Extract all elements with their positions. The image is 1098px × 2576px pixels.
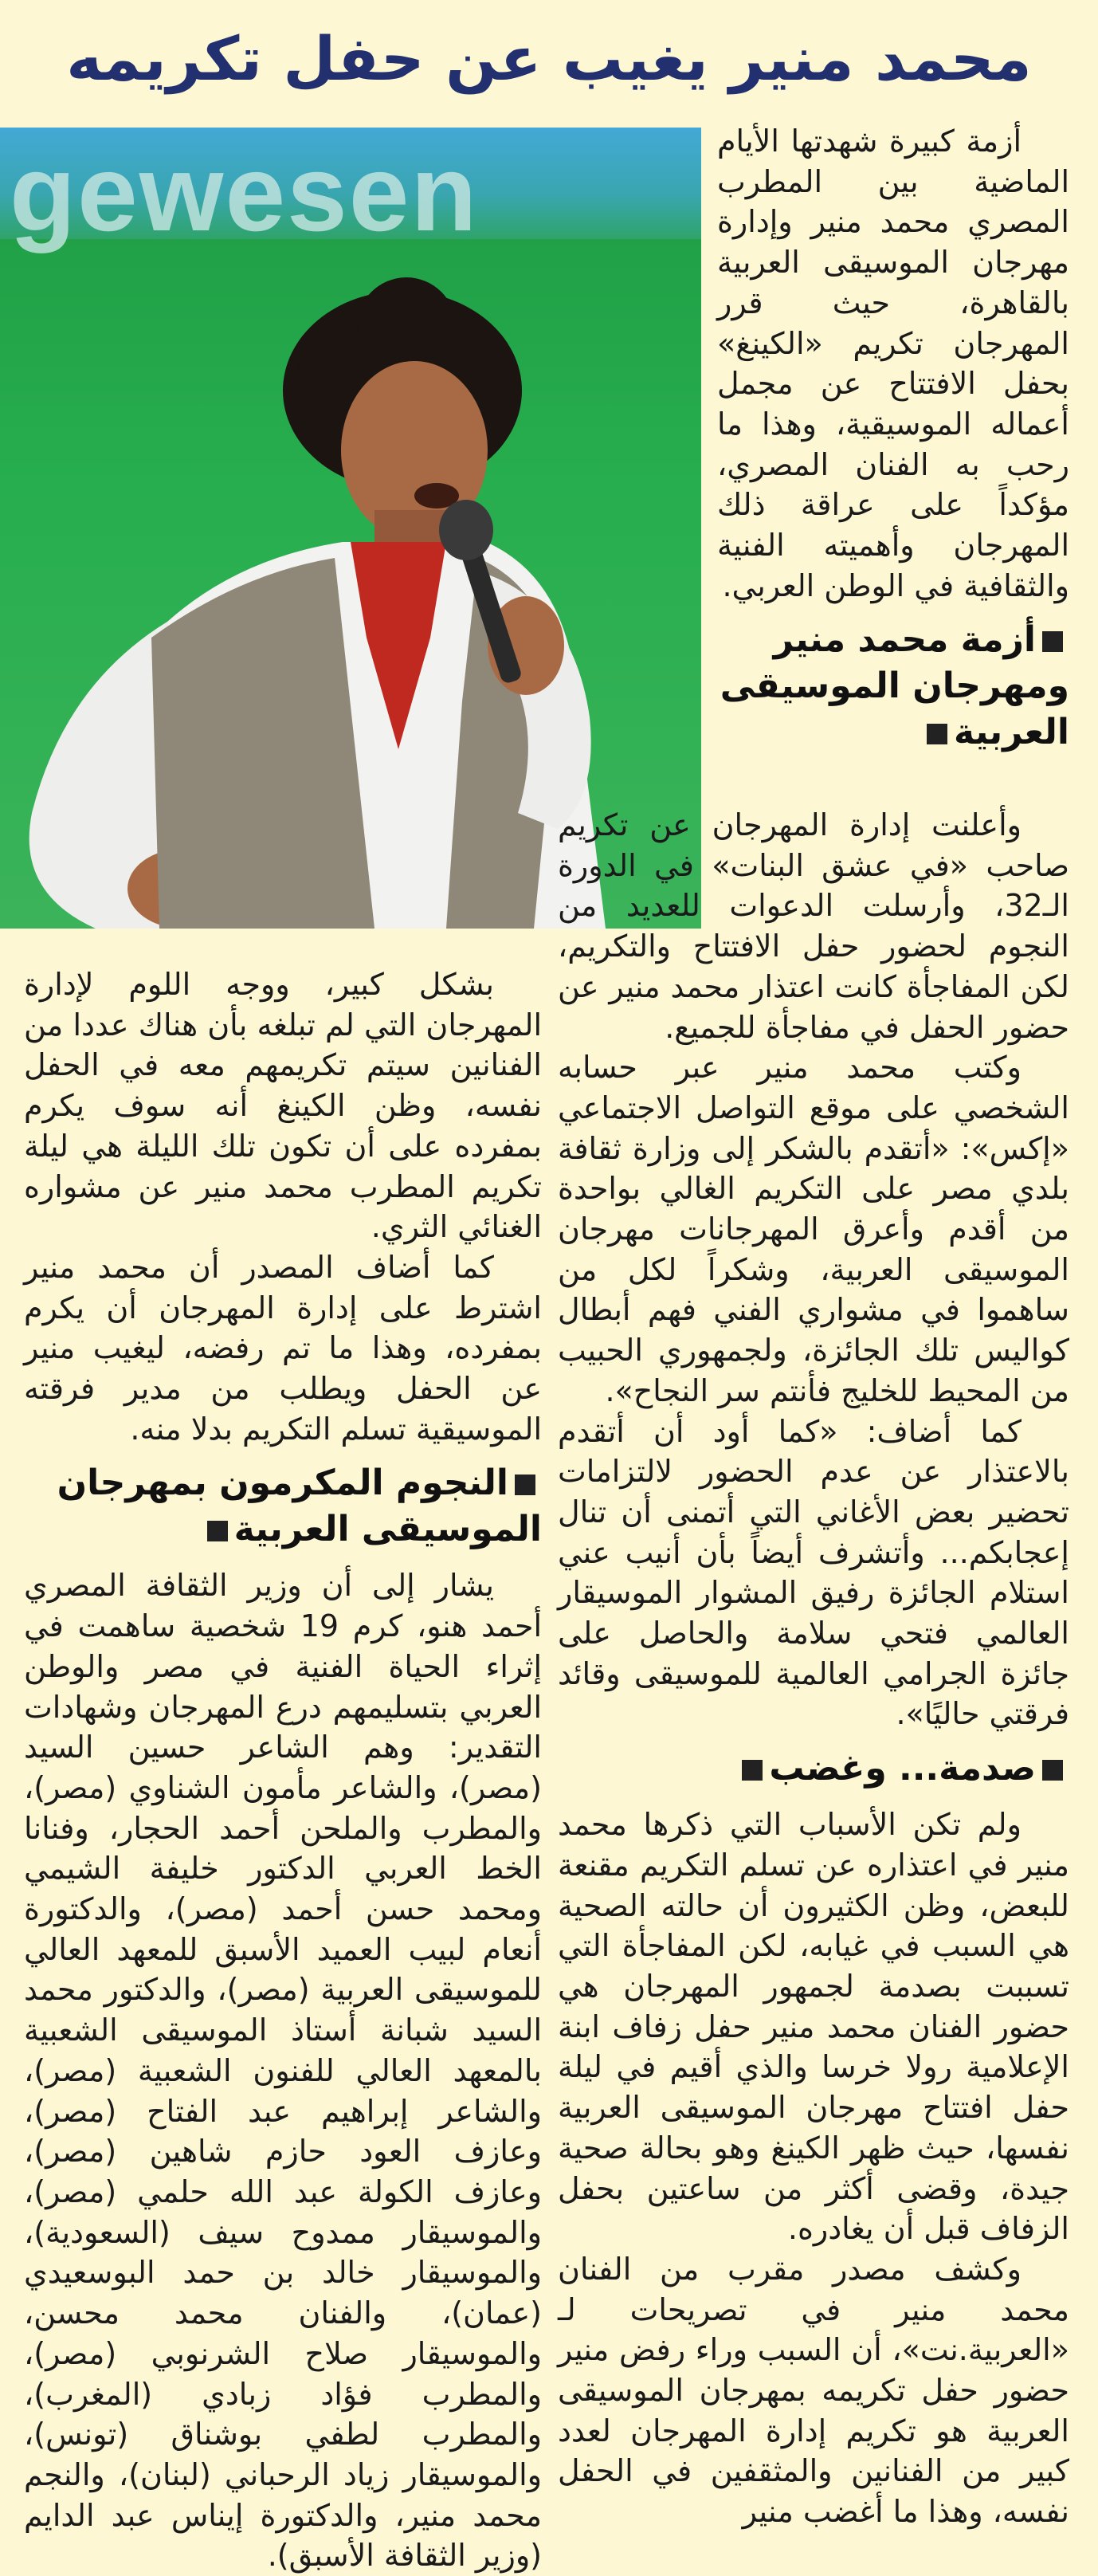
square-bullet-icon xyxy=(1042,631,1063,652)
article-column-right xyxy=(558,805,1069,2530)
subheading: أزمة محمد منير ومهرجان الموسيقى العربية xyxy=(720,619,1069,753)
paragraph: وأعلنت إدارة المهرجان عن تكريم صاحب «في عشق البنات» في الدورة الـ32، وأرسلت الدعوات للعديد من النجوم لحضور حفل الافتتاح والتكريم، لكن المفاجأة كانت اعتذار محمد منير عن حضور الحفل في مفاجأة للجميع. xyxy=(558,807,1069,1045)
paragraph: ولم تكن الأسباب التي ذكرها محمد منير في اعتذاره عن تسلم التكريم مقنعة للبعض، وظن الكثيرون أن حالته الصحية هي السبب في غيابه، لكن المفاجأة التي تسببت بصدمة لجمهور المهرجان هي حضور الفنان محمد منير حفل زفاف ابنة الإعلامية رولا خرسا والذي أقيم في ليلة حفل افتتاح مهرجان الموسيقى العربية نفسها، حيث ظهر الكينغ وهو بحالة صحية جيدة، وقضى أكثر من ساعتين بحفل الزفاف قبل أن يغادره. xyxy=(558,1807,1069,2247)
paragraph: وكشف مصدر مقرب من الفنان محمد منير في تصريحات لـ «العربية.نت»، أن السبب وراء رفض منير حضور حفل تكريمه بمهرجان الموسيقى العربية هو تكريم إدارة المهرجان لعدد كبير من الفنانين والمثقفين في الحفل نفسه، وهذا ما أغضب منير xyxy=(558,2251,1069,2530)
square-bullet-icon xyxy=(515,1475,535,1495)
paragraph: بشكل كبير، ووجه اللوم لإدارة المهرجان التي لم تبلغه بأن هناك عددا من الفنانين سيتم تكريمهم معه في الحفل نفسه، وظن الكينغ أنه سوف يكرم بمفرده على أن تكون تلك الليلة هي ليلة تكريم المطرب محمد منير عن مشواره الغنائي الثري. xyxy=(24,967,542,1245)
paragraph: أزمة كبيرة شهدتها الأيام الماضية بين المطرب المصري محمد منير وإدارة مهرجان الموسيقى العربية بالقاهرة، حيث قرر المهرجان تكريم «الكينغ» بحفل الافتتاح عن مجمل أعماله الموسيقية، وهذا ما رحب به الفنان المصري، مؤكداً على عراقة ذلك المهرجان وأهميته الفنية والثقافية في الوطن العربي. xyxy=(717,124,1069,603)
paragraph: كما أضاف: «كما أود أن أتقدم بالاعتذار عن عدم الحضور لالتزامات تحضير بعض الأغاني التي أتمنى أن تنال إعجابكم... وأتشرف أيضاً بأن أنيب عني استلام الجائزة رفيق المشوار الموسيقار العالمي فتحي سلامة والحاصل على جائزة الجرامي العالمية للموسيقى وقائد فرقتي حاليًا». xyxy=(558,1413,1069,1732)
article-column-left xyxy=(24,964,542,2574)
paragraph: كما أضاف المصدر أن محمد منير اشترط على إدارة المهرجان أن يكرم بمفرده، وهذا ما تم رفضه، ليغيب منير عن الحفل ويطلب من مدير فرقته الموسيقية تسلم التكريم بدلا منه. xyxy=(24,1249,542,1447)
square-bullet-icon xyxy=(1042,1760,1063,1781)
article-column-top xyxy=(717,121,1069,799)
subheading: النجوم المكرمون بمهرجان الموسيقى العربية xyxy=(57,1463,542,1550)
photo-banner-text: gewesen xyxy=(10,132,479,253)
headline: محمد منير يغيب عن حفل تكريمه xyxy=(66,22,1032,94)
paragraph: وكتب محمد منير عبر حسابه الشخصي على موقع التواصل الاجتماعي «إكس»: «أتقدم بالشكر إلى وزارة ثقافة بلدي مصر على التكريم الغالي بواحدة من أقدم وأعرق المهرجانات مهرجان الموسيقى العربية، وشكراً لكل من ساهموا في مشواري الفني فهم أبطال كواليس تلك الجائزة، ولجمهوري الحبيب من المحيط للخليج فأنتم سر النجاح». xyxy=(558,1050,1069,1408)
paragraph: يشار إلى أن وزير الثقافة المصري أحمد هنو، كرم 19 شخصية ساهمت في إثراء الحياة الفنية في مصر والوطن العربي بتسليمهم درع المهرجان وشهادات التقدير: وهم الشاعر حسين السيد (مصر)، والشاعر مأمون الشناوي (مصر)، والمطرب والملحن أحمد الحجار، وفنانا الخط العربي الدكتور خليفة الشيمي ومحمد حسن أحمد (مصر)، والدكتورة أنعام لبيب العميد الأسبق للمعهد العالي للموسيقى العربية (مصر)، والدكتور محمد السيد شبانة أستاذ الموسيقى الشعبية بالمعهد العالي للفنون الشعبية (مصر)، والشاعر إبراهيم عبد الفتاح (مصر)، وعازف العود حازم شاهين (مصر)، وعازف الكولة عبد الله حلمي (مصر)، والموسيقار ممدوح سيف (السعودية)، والموسيقار خالد بن حمد البوسعيدي (عمان)، والفنان محمد محسن، والموسيقار صلاح الشرنوبي (مصر)، والمطرب فؤاد زبادي (المغرب)، والمطرب لطفي بوشناق (تونس)، والموسيقار زياد الرحباني (لبنان)، والنجم محمد منير، والدكتورة إيناس عبد الدايم (وزير الثقافة الأسبق). xyxy=(24,1568,542,2574)
subheading: صدمة... وغضب xyxy=(558,1745,1069,1792)
square-bullet-icon xyxy=(742,1760,763,1781)
square-bullet-icon xyxy=(927,724,947,744)
square-bullet-icon xyxy=(207,1521,228,1541)
